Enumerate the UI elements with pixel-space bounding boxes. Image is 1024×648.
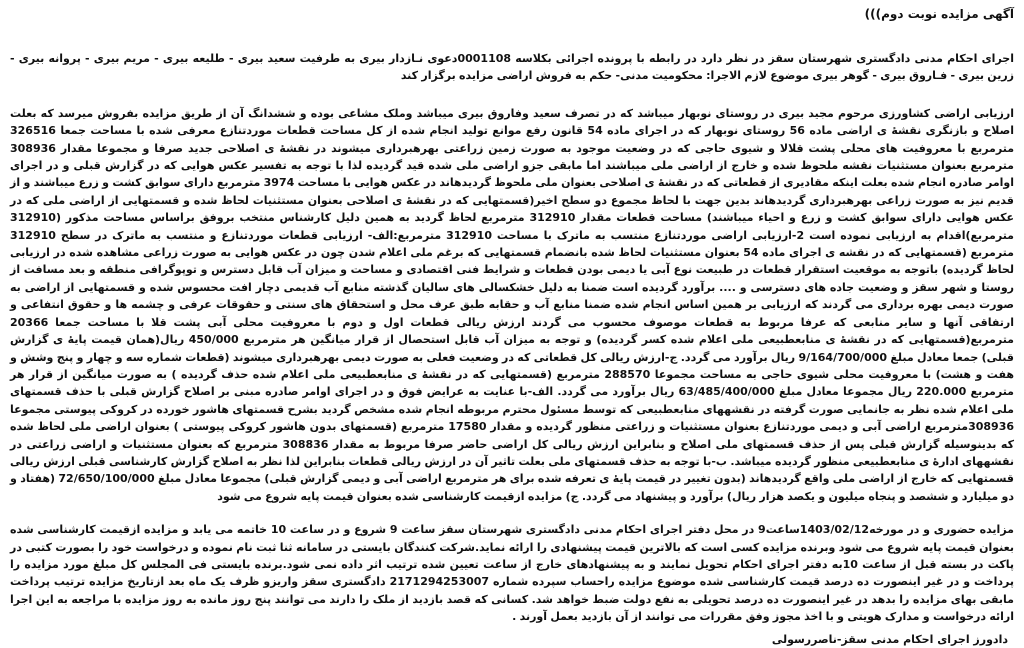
appraisal-paragraph: ارزیابی اراضی کشاورزی مرحوم مجید بیری در روستای نوبهار میباشد که در تصرف سعید وفاروق بیری میباشد وملک مشاعی بوده و ششدانگ آن از طریق مزایده بفروش میرسد که بعلت اصلاح و بازنگری نقشهٔ ی اراضی ماده 56 روستای نوبهار که در اجرای ماده 54 قانون رفع موانع تولید انجام شده از کل مساحت قطعات موردتنازع معرفی شده با مساحت جمعا 326516 مترمربع با معروفیت های محلی پشت قلالا و شیوی حاجی که در وضعیت موجود به صورت زمین زراعتی بهرهبرداری میشوند در نقشهٔ ی اصلاحی جدید صرفا و مجموعا مقدار 308936 مترمربع بعنوان مستثنیات نقشه ملحوظ شده و خارج از اراضی ملی میباشند اما مابقی جزو اراضی ملی شده قید گردیده لذا با توجه به تفسیر عکس هوایی که در گزارش قبلی و در اجرای اوامر صادره انجام شده بعلت اینکه مقادیری از قطعاتی که در نقشهٔ ی اصلاحی بعنوان ملی ملحوظ گردیدهاند در عکس هوایی با مساحت 3974 مترمربع دارای سوابق کشت و زرع میباشند و از قدیم نیز به صورت زراعی بهرهبرداری گردیدهاند بدین جهت با لحاظ مجموع دو سطح اخیر(قسمتهایی که در نقشهٔ ی اصلاحی بعنوان مستثنیات لحاظ شده و قسمتهایی از اراضی ملی که در عکس هوایی دارای سوابق کشت و زرع و احیاء میباشند) مساحت قطعات مقدار 312910 مترمربع لحاظ گردید به همین دلیل کارشناس منتخب بروفق براساس مساحت مذکور (312910 مترمربع)اقدام به ارزیابی نموده است 2-ارزیابی اراضی موردتنازع منتسب به ماترک با مساحت 312910 مترمربع:الف- ارزیابی قطعات موردتنازع و منتسب به ماترک در سطح 312910 مترمربع (قسمتهایی که در نقشه ی اجرای ماده 54 بعنوان مستثنیات لحاظ شده بانضمام قسمتهایی که برغم ملی اعلام شدن چون در عکس هوایی به صورت زراعی مشاهده شده در ارزیابی لحاظ گردیده) باتوجه به موقعیت استقرار قطعات در طبیعت نوع آبی یا دیمی بودن قطعات و شرایط فنی اقتصادی و مساحت و میزان آب قابل دسترس و توپوگرافی منطقه و بعد مسافت از روستا و شهر سقز و وضعیت جاده های دسترسی و .... برآورد گردیده است ضمنا به دلیل خشکسالی های سالیان گذشته منابع آب قدیمی دچار افت محسوس شده و قسمتهایی از اراضی به صورت دیمی بهره برداری می گردند که ارزیابی بر همین اساس انجام شده ضمنا منابع آب و حقابه طبق عرف محل و استحقاق های سنتی و حقوقات عرفی و چشمه ها و حقوق انتفاعی و ارتفاقی آنها و سایر منابعی که عرفا مربوط به قطعات موصوف محسوب می گردند ارزش ریالی قطعات اول و دوم با معروفیت محلی آبی پشت قلا با مساحت جمعا 20366 مترمربع(قسمتهایی که در نقشهٔ ی منابعطبیعی ملی اعلام شده کسر گردیده) و توجه به میزان آب قابل استحصال از قرار میانگین هر مترمربع 450/000 ریال(همان قیمت پایهٔ ی گزارش قبلی) جمعا معادل مبلغ 9/164/700/000 ریال برآورد می گردد. ج-ارزش ریالی کل قطعاتی که در وضعیت فعلی به صورت دیمی بهرهبرداری میشوند (قطعات شماره سه و چهار و پنج وشش و هفت و هشت) با معروفیت محلی شیوی حاجی به مساحت مجموعا 288570 مترمربع (قسمتهایی که در نقشهٔ ی منابعطبیعی ملی اعلام شده حذف گردیده ) به صورت میانگین از قرار هر مترمربع 220.000 ریال مجموعا معادل مبلغ 63/485/400/000 ریال برآورد می گردد. الف-با عنایت به عرایض فوق و در اجرای اوامر صادره مبنی بر اصلاح گزارش قبلی با حذف قسمتهای ملی اعلام شده نظر به جانمایی صورت گرفته در نقشههای منابعطبیعی که توسط مسئول محترم مربوطه انجام شده مشخص گردید بشرح قسمتهای هاشور خورده در کروکی پیوستی مجموعا 308936مترمربع اراضی آبی و دیمی موردتنازع بعنوان مستثنیات و زراعتی منظور گردیده و مقدار 17580 مترمربع (قسمتهای بدون هاشور کروکی پیوستی ) بعنوان اراضی ملی لحاظ شده که بدینوسیله گزارش قبلی پس از حذف قسمتهای ملی اصلاح و بنابراین ارزش ریالی کل اراضی حاضر صرفا مربوط به مقدار 308836 مترمربع که بعنوان مستثنیات و اراضی زراعتی در نقشههای ادارهٔ ی منابعطبیعی منظور گردیده میباشد. ب-با توجه به حذف قسمتهای ملی بعلت تاثیر آن در ارزش ریالی قطعات بنابراین لذا نظر به اصلاح گزارش کارشناسی قبلی ارزش ریالی قسمتهایی که خارج از اراضی ملی واقع گردیدهاند (بدون تغییر در قیمت پایهٔ ی تعرفه شده برای هر مترمربع اراضی آبی و دیمی گزارش قبلی) مجموعا معادل مبلغ 72/650/100/000 (هفتاد و دو میلیارد و ششصد و پنجاه میلیون و یکصد هزار ریال) برآورد و پیشنهاد می گردد. ج) مزایده ازقیمت کارشناسی شده بعنوان قیمت پایه شروع می شود [10, 106, 1015, 503]
case-paragraph: اجرای احکام مدنی دادگستری شهرستان سقز در نظر دارد در رابطه با پرونده اجرائی بکلاسه 0001108دعوی نـازدار بیری به طرفیت سعید بیری - طلیعه بیری - مریم بیری - پروانه بیری - زرین بیری - فـاروق بیری - گوهر بیری موضوع لازم الاجرا: محکومیت مدنی- حکم به فروش اراضی مزایده برگزار کند [10, 52, 1014, 83]
notice-title: آگهی مزایده نوبت دوم))) [864, 7, 1014, 21]
auction-terms-paragraph: مزایده حضوری و در مورخه1403/02/12ساعت9 در محل دفتر اجرای احکام مدنی دادگستری شهرستان سقز ساعت 9 شروع و در ساعت 10 خاتمه می یابد و مزایده ازقیمت کارشناسی شده بعنوان قیمت پایه شروع می شود وبرنده مزایده کسی است که بالاترین قیمت پیشنهادی را ارائه نماید.شرکت کنندگان بایستی در سامانه ثنا ثبت نام نموده و درخواست خود را بصورت کتبی در پاکت در بسته قبل از ساعت 10به دفتر اجرای احکام تحویل نمایند و به پیشنهادهای خارج از ساعت تعیین شده ترتیب اثر داده نمی شود.برنده بایستی فی المجلس کل مبلغ مورد مزایده را پرداخت و در غیر اینصورت ده درصد قیمت کارشناسی شده موضوع مزایده راحساب سپرده شماره 2171294253007 دادگستری سقز واریزو ظرف یک ماه بعد ازتاریخ مزایده ترتیب پرداخت مابقی بهای مزایده را بدهد در غیر اینصورت ده درصد تحویلی به نفع دولت ضبط خواهد شد. کسانی که قصد بازدید از ملک را دارند می توانند پنج روز مانده به روز مزایده با مراجعه به این اجرا ارائه درخواست و مدارک هویتی و با اخذ مجوز وفق مقررات می توانند از آن بازدید بعمل آورند . [10, 523, 1014, 624]
signature-line: دادورز اجرای احکام مدنی سقز-ناصررسولی [771, 632, 1008, 646]
